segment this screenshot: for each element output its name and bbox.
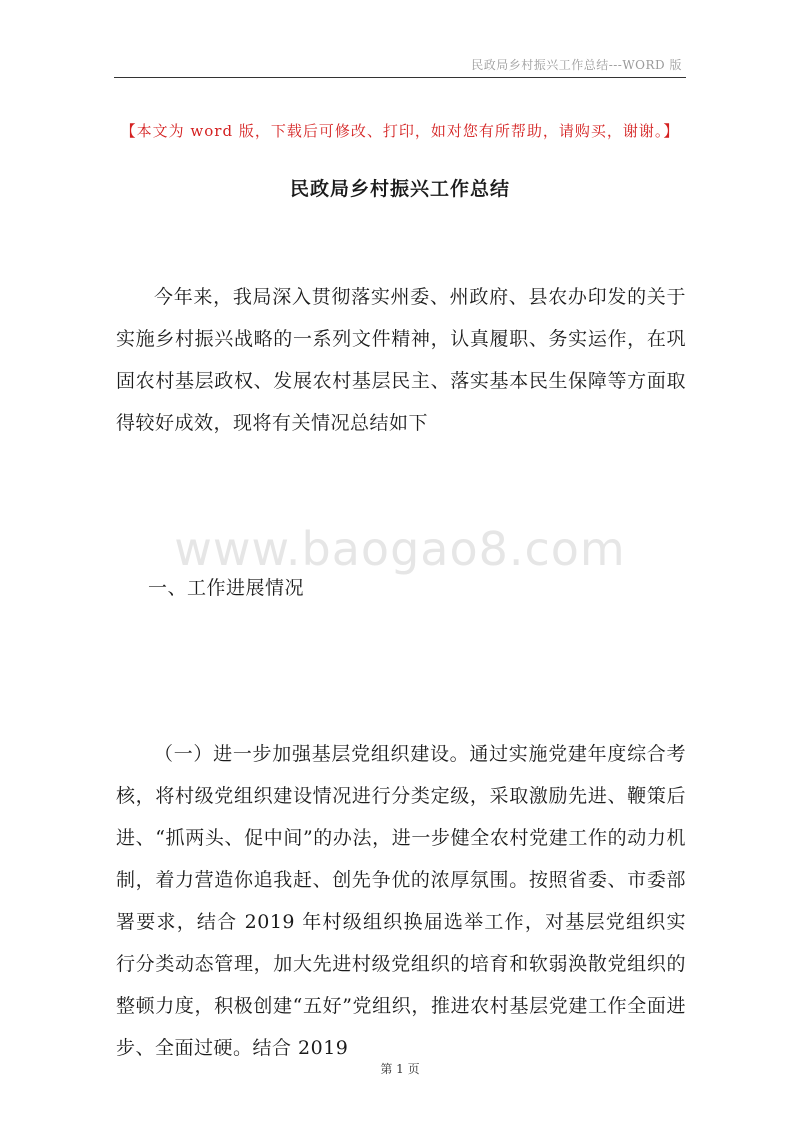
body-paragraph: （一）进一步加强基层党组织建设。通过实施党建年度综合考核，将村级党组织建设情况进行分类定级，采取激励先进、鞭策后进、“抓两头、促中间”的办法，进一步健全农村党建工作的动力机制，着力营造你追我赶、创先争优的浓厚氛围。按照省委、市委部署要求，结合 2019 年村级组织换届选举工作，对基层党组织实行分类动态管理，加大先进村级党组织的培育和软弱涣散党组织的整顿力度，积极创建“五好”党组织，推进农村基层党建工作全面进步、全面过硬。结合 2019: [116, 743, 686, 1059]
purchase-notice: 【本文为 word 版，下载后可修改、打印，如对您有所帮助，请购买，谢谢。】: [120, 122, 680, 140]
header-divider: [114, 77, 686, 78]
running-header-title: 民政局乡村振兴工作总结---WORD 版: [471, 58, 682, 72]
watermark: www.baogao8.com: [174, 522, 626, 576]
section-heading: 一、工作进展情况: [148, 577, 305, 599]
page-number: 第 1 页: [380, 1062, 420, 1076]
document-title: 民政局乡村振兴工作总结: [289, 178, 510, 200]
intro-paragraph: 今年来，我局深入贯彻落实州委、州政府、县农办印发的关于实施乡村振兴战略的一系列文件精神，认真履职、务实运作，在巩固农村基层政权、发展农村基层民主、落实基本民生保障等方面取得较好成效，现将有关情况总结如下: [116, 286, 686, 434]
